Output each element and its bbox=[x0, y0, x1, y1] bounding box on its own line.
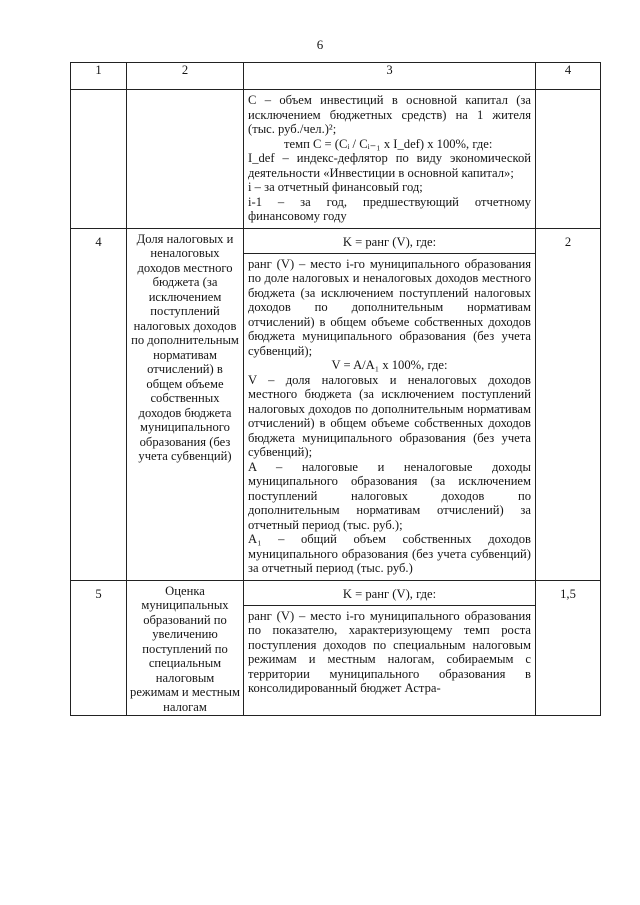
temp-formula: темп C = (Cᵢ / Cᵢ₋₁ x I_def) x 100%, где: bbox=[284, 136, 493, 151]
header-col-3: 3 bbox=[244, 63, 536, 90]
cell-name bbox=[127, 90, 244, 229]
criteria-table bbox=[70, 62, 601, 716]
row-number: 4 bbox=[71, 228, 127, 580]
v-definition: V – доля налоговых и неналоговых доходов местного бюджета (за исключением поступлений налоговых доходов по дополнительным нормативам отчислений) в общем объеме собственных доходов бюджета муниципального образования (без учета субвенций); bbox=[248, 372, 531, 459]
i-definition: i – за отчетный финансовый год; bbox=[248, 180, 423, 194]
table-row-continuation bbox=[71, 90, 601, 229]
k-formula: K = ранг (V), где: bbox=[244, 231, 535, 254]
row-number: 5 bbox=[71, 580, 127, 715]
table-row-4 bbox=[71, 228, 601, 580]
table-header-row bbox=[71, 63, 601, 90]
table-row-5 bbox=[71, 580, 601, 715]
cell-method bbox=[244, 90, 536, 229]
header-col-4: 4 bbox=[536, 63, 601, 90]
a1-definition: A₁ – общий объем собственных доходов муниципального образования (без учета субвенций) за отчетный период (тыс. руб.) bbox=[248, 532, 531, 575]
header-col-1: 1 bbox=[71, 63, 127, 90]
k-formula: K = ранг (V), где: bbox=[244, 583, 535, 606]
v-formula: V = A/A₁ x 100%, где: bbox=[331, 358, 448, 372]
indicator-name: Оценка муниципальных образований по увеличению поступлений по специальным налоговым режимам и местным налогам bbox=[127, 580, 244, 715]
idef-definition: I_def – индекс-дефлятор по виду экономической деятельности «Инвестиции в основной капитал»; bbox=[248, 151, 531, 180]
rank-definition: ранг (V) – место i-го муниципального образования по доле налоговых и неналоговых доходов местного бюджета (за исключением поступлений налоговых доходов по дополнительным нормативам отчислений) в общем объеме собственных доходов бюджета муниципального образования (без учета субвенций); bbox=[248, 256, 531, 358]
weight-value: 2 bbox=[536, 228, 601, 580]
weight-value: 1,5 bbox=[536, 580, 601, 715]
cell-weight bbox=[536, 90, 601, 229]
header-col-2: 2 bbox=[127, 63, 244, 90]
a-definition: A – налоговые и неналоговые доходы муниципального образования (за исключением поступлений налоговых доходов по дополнительным нормативам отчислений) за отчетный период (тыс. руб.); bbox=[248, 459, 531, 532]
calculation-method bbox=[244, 228, 536, 580]
rank-definition: ранг (V) – место i-го муниципального образования по показателю, характеризующему темп роста поступления доходов по специальным налоговым режимам и местным налогам, собираемым с территории муниципального образования в консолидированный бюджет Астра- bbox=[248, 608, 531, 695]
c-definition: C – объем инвестиций в основной капитал (за исключением бюджетных средств) на 1 жителя (тыс. руб./чел.)²; bbox=[248, 93, 531, 136]
indicator-name: Доля налоговых и неналоговых доходов местного бюджета (за исключением поступлений налоговых доходов по дополнительным нормативам отчислений) в общем объеме собственных доходов бюджета муниципального образования (без учета субвенций) bbox=[127, 228, 244, 580]
calculation-method bbox=[244, 580, 536, 715]
i1-definition: i-1 – за год, предшествующий отчетному финансовому году bbox=[248, 194, 531, 223]
page-number: 6 bbox=[316, 37, 324, 52]
cell-num bbox=[71, 90, 127, 229]
